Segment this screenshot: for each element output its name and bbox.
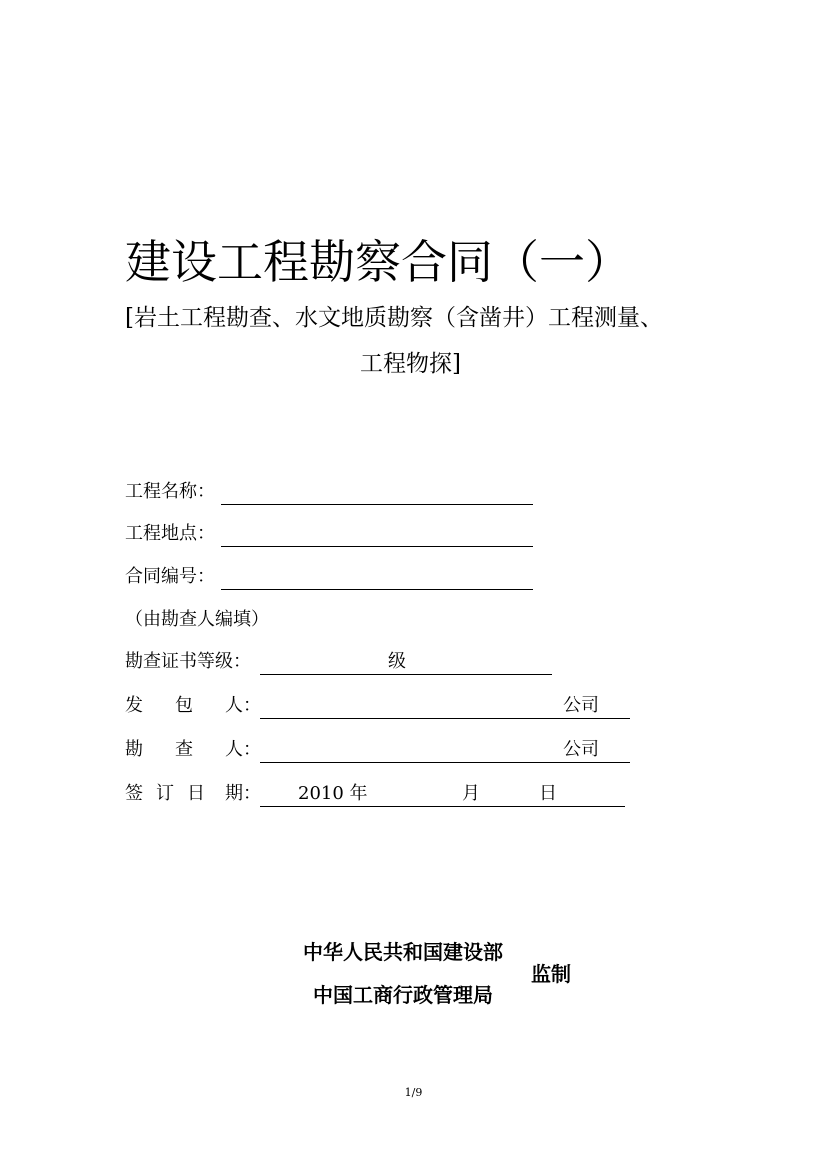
authority-org-1: 中华人民共和国建设部 — [303, 940, 503, 964]
client-label-char-3: 人： — [225, 695, 261, 716]
subtitle-line-2: 工程物探] — [360, 351, 461, 377]
date-month: 月 — [462, 783, 480, 804]
page-number: 1/9 — [404, 1086, 423, 1099]
surveyor-label-char-1: 勘 — [125, 739, 143, 760]
date-day: 日 — [539, 783, 557, 804]
project-location-label: 工程地点： — [125, 523, 215, 544]
filled-by-note: （由勘查人编填） — [125, 609, 269, 630]
surveyor-label-char-3: 人： — [225, 739, 261, 760]
project-location-field[interactable] — [221, 522, 533, 547]
subtitle-line-1: [岩土工程勘查、水文地质勘察（含凿井）工程测量、 — [125, 305, 663, 331]
cert-grade-suffix: 级 — [388, 651, 406, 672]
surveyor-suffix: 公司 — [563, 739, 599, 760]
cert-grade-field[interactable] — [260, 650, 552, 675]
surveyor-label-char-2: 查 — [175, 739, 193, 760]
project-name-field[interactable] — [221, 480, 533, 505]
sign-date-label-char-1: 签 — [125, 783, 143, 804]
client-suffix: 公司 — [563, 695, 599, 716]
sign-date-label-char-2: 订 — [156, 783, 174, 804]
contract-title: 建设工程勘察合同（一） — [125, 235, 631, 289]
sign-date-label-char-4: 期： — [225, 783, 261, 804]
date-year: 2010 年 — [298, 783, 368, 804]
authority-supervise: 监制 — [531, 962, 571, 986]
cert-grade-label: 勘查证书等级： — [125, 651, 251, 672]
project-name-label: 工程名称： — [125, 481, 215, 502]
client-label-char-2: 包 — [175, 695, 193, 716]
contract-number-field[interactable] — [221, 565, 533, 590]
contract-number-label: 合同编号： — [125, 566, 215, 587]
authority-org-2: 中国工商行政管理局 — [313, 983, 493, 1007]
sign-date-label-char-3: 日 — [187, 783, 205, 804]
client-label-char-1: 发 — [125, 695, 143, 716]
